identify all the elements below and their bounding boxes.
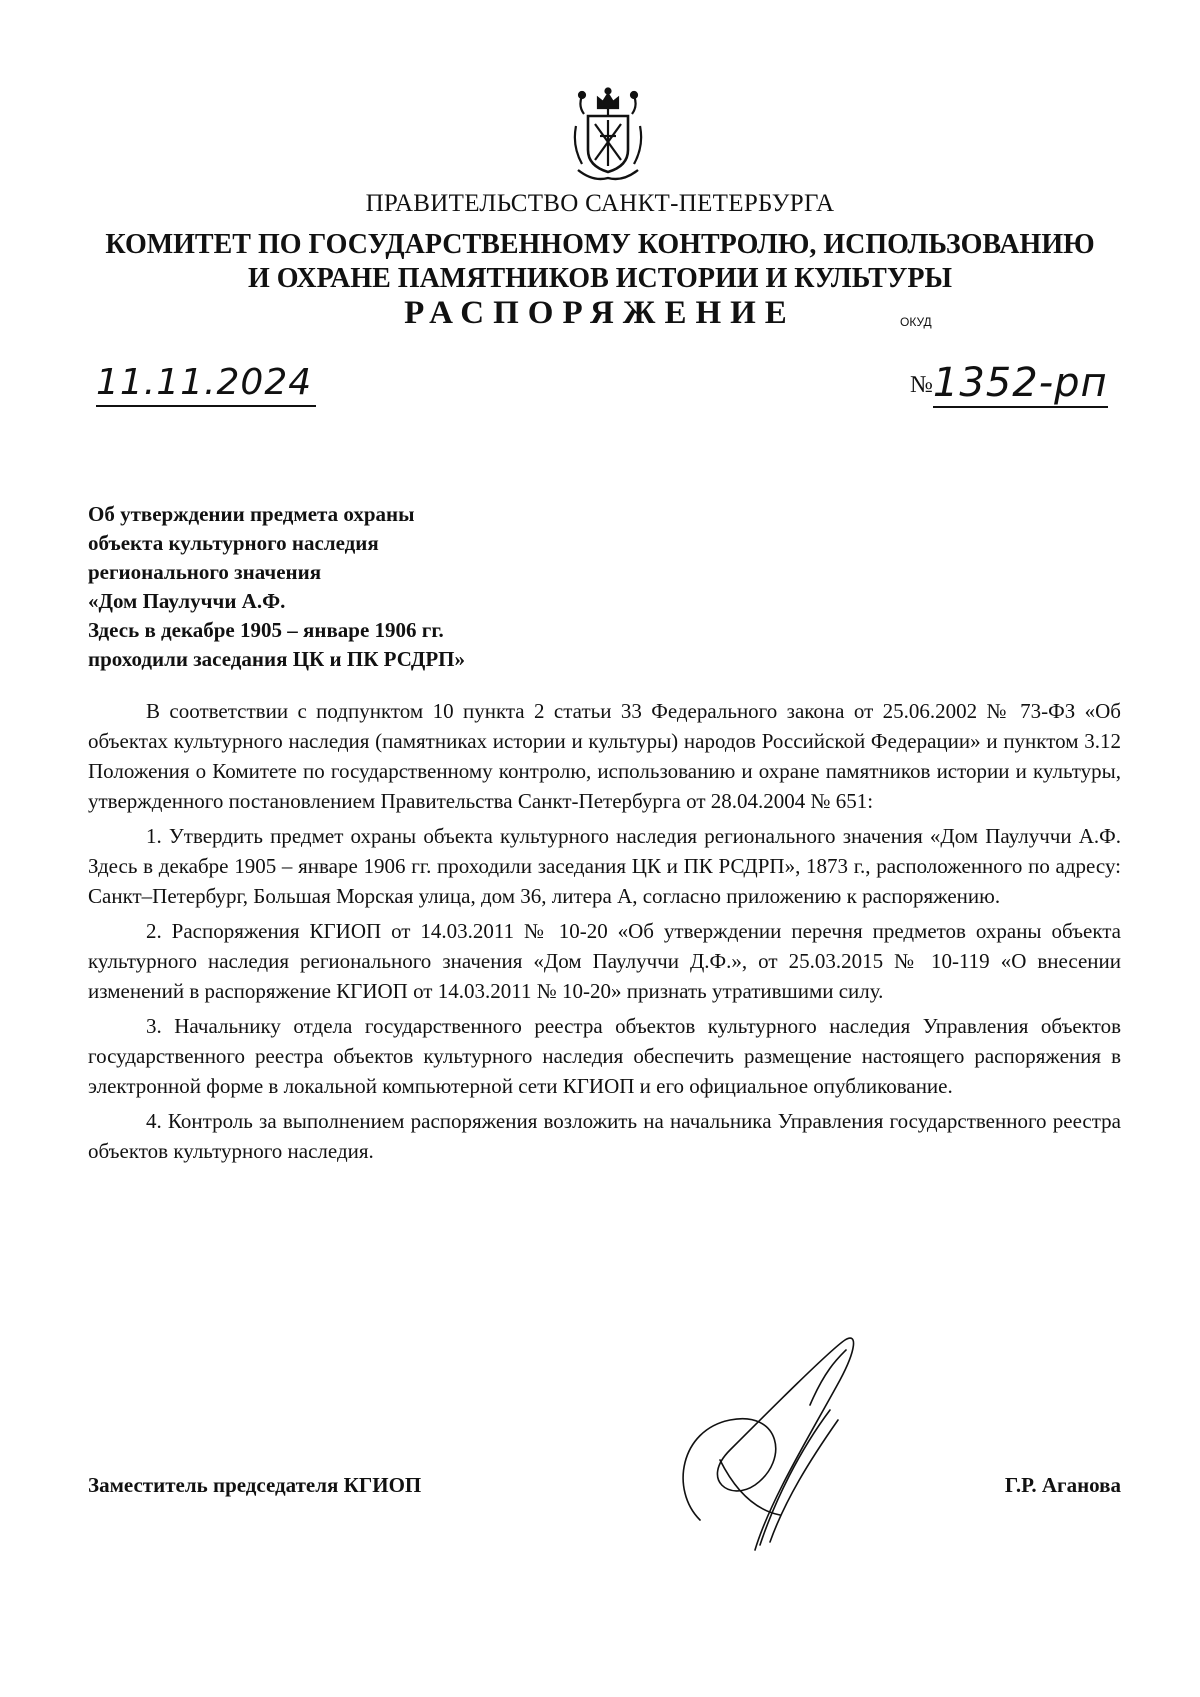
signer-name: Г.Р. Аганова	[1004, 1473, 1121, 1497]
okud-label: ОКУД	[900, 315, 932, 329]
document-subject	[88, 500, 548, 674]
document-date: 11.11.2024	[96, 362, 316, 407]
document-number	[910, 360, 1108, 406]
document-type: РАСПОРЯЖЕНИЕ	[404, 295, 796, 331]
subject-line: регионального значения	[88, 560, 322, 584]
clause-3: 3. Начальнику отдела государственного реестра объектов культурного наследия Управления объектов государственного реестра объектов культурного наследия обеспечить размещение настоящего распоряжения в электронной форме в локальной компьютерной сети КГИОП и его официальное опубликование.	[88, 1014, 1121, 1098]
number-prefix: №	[910, 372, 933, 398]
subject-line: объекта культурного наследия	[88, 531, 379, 555]
clause-4: 4. Контроль за выполнением распоряжения возложить на начальника Управления государственного реестра объектов культурного наследия.	[88, 1109, 1121, 1163]
committee-line-2: И ОХРАНЕ ПАМЯТНИКОВ ИСТОРИИ И КУЛЬТУРЫ	[248, 263, 952, 294]
government-name: ПРАВИТЕЛЬСТВО САНКТ-ПЕТЕРБУРГА	[365, 190, 835, 217]
subject-line: Об утверждении предмета охраны	[88, 502, 415, 526]
number-value: 1352-рп	[932, 360, 1108, 406]
document-body	[88, 696, 1121, 1171]
coat-of-arms-icon	[568, 86, 648, 186]
committee-name	[0, 228, 1200, 296]
subject-line: «Дом Паулуччи А.Ф.	[88, 589, 286, 613]
clause-1: 1. Утвердить предмет охраны объекта культурного наследия регионального значения «Дом Паулуччи А.Ф. Здесь в декабре 1905 – январе 1906 гг. проходили заседания ЦК и ПК РСДРП», 1873 г., расположенного по адресу: Санкт–Петербург, Большая Морская улица, дом 36, литера А, согласно приложению к распоряжению.	[88, 824, 1121, 908]
preamble-paragraph: В соответствии с подпунктом 10 пункта 2 статьи 33 Федерального закона от 25.06.2002 № 73-ФЗ «Об объектах культурного наследия (памятниках истории и культуры) народов Российской Федерации» и пунктом 3.12 Положения о Комитете по государственному контролю, использованию и охране памятников истории и культуры, утвержденного постановлением Правительства Санкт-Петербурга от 28.04.2004 № 651:	[88, 699, 1121, 813]
clause-2: 2. Распоряжения КГИОП от 14.03.2011 № 10-20 «Об утверждении перечня предметов охраны объекта культурного наследия регионального значения «Дом Паулуччи Д.Ф.», от 25.03.2015 № 10-119 «О внесении изменений в распоряжение КГИОП от 14.03.2011 № 10-20» признать утратившими силу.	[88, 919, 1121, 1003]
signer-title: Заместитель председателя КГИОП	[88, 1473, 422, 1497]
subject-line: проходили заседания ЦК и ПК РСДРП»	[88, 647, 465, 671]
subject-line: Здесь в декабре 1905 – январе 1906 гг.	[88, 618, 444, 642]
committee-line-1: КОМИТЕТ ПО ГОСУДАРСТВЕННОМУ КОНТРОЛЮ, ИСПОЛЬЗОВАНИЮ	[105, 229, 1095, 260]
signature-icon	[660, 1310, 900, 1560]
